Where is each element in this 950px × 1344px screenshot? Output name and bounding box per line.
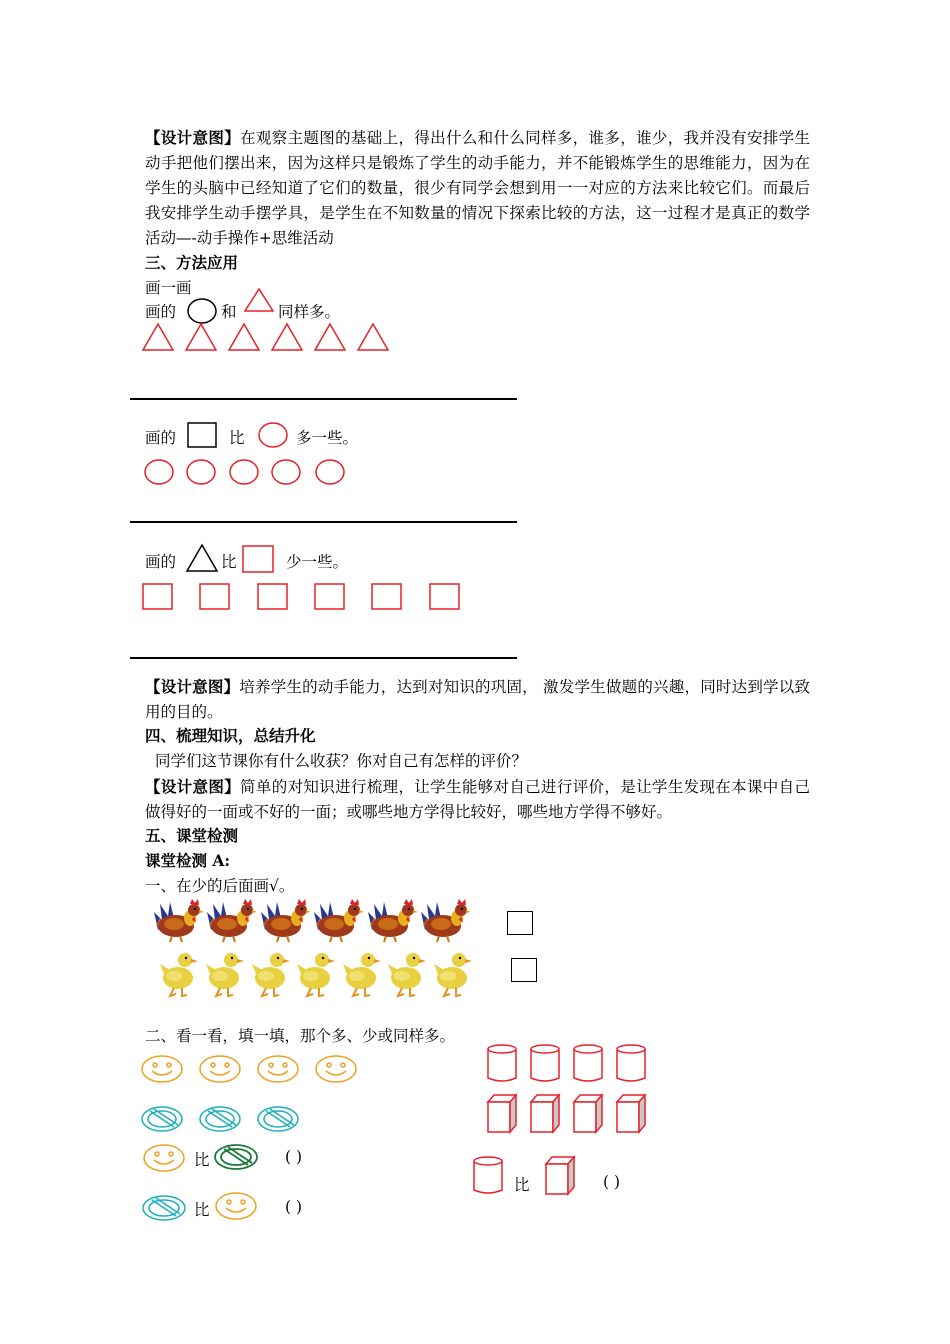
no-sign-icon — [212, 1142, 262, 1172]
design-intent-2 — [145, 674, 810, 725]
square-icon — [200, 584, 229, 609]
square-icon — [241, 544, 275, 574]
cylinder-row — [484, 1042, 654, 1084]
square-icon — [372, 584, 401, 609]
design-intent-tag: 【设计意图】 — [145, 128, 241, 147]
design-intent-3 — [145, 774, 810, 825]
triangle-icon — [186, 324, 216, 350]
triangle-icon — [272, 324, 302, 350]
smiley-icon — [140, 1142, 190, 1174]
task1-suffix: 同样多。 — [278, 303, 341, 321]
task1-mid: 和 — [221, 303, 237, 321]
compare-word: 比 — [194, 1201, 210, 1219]
design-intent-text: 简单的对知识进行梳理，让学生能够对自己进行评价，是让学生发现在本课中自己做得好的一面或不好的一面；或哪些地方学得比较好，哪些地方学得不够好。 — [145, 778, 810, 821]
draw-heading: 画一画 — [145, 279, 192, 297]
section-4-title: 四、梳理知识，总结升化 — [145, 726, 316, 745]
answer-blank[interactable]: ( ) — [285, 1198, 303, 1216]
cuboid-icon — [542, 1154, 578, 1196]
task2-suffix: 多一些。 — [296, 429, 359, 447]
design-intent-1 — [145, 125, 810, 251]
design-intent-text: 在观察主题图的基础上，得出什么和什么同样多，谁多，谁少，我并没有安排学生动手把他们摆出来，因为这样只是锻炼了学生的动手能力，并不能锻炼学生的思维能力，因为在学生的头脑中已经知道了它们的数量，很少有同学会想到用一一对应的方法来比较它们。而最后我安排学生动手摆学具，是学生在不知数量的情况下探索比较的方法，这一过程才是真正的数学活动—-动手操作+思维活动 — [145, 129, 810, 247]
triangle-icon — [229, 324, 259, 350]
triangle-icon — [358, 324, 388, 350]
compare-word: 比 — [514, 1176, 530, 1194]
question-1-text: 一、在少的后面画√。 — [145, 877, 295, 895]
cuboid-row — [484, 1092, 654, 1134]
design-intent-tag: 【设计意图】 — [145, 777, 241, 796]
circle-icon — [272, 460, 300, 484]
square-icon — [258, 584, 287, 609]
section-5-title: 五、课堂检测 — [145, 826, 239, 845]
answer-line — [130, 657, 517, 659]
design-intent-tag: 【设计意图】 — [145, 677, 240, 696]
smiley-row — [140, 1052, 365, 1086]
design-intent-text: 培养学生的动手能力，达到对知识的巩固， 激发学生做题的兴趣，同时达到学以致用的目的。 — [145, 678, 810, 721]
circle-icon — [187, 460, 215, 484]
task3-suffix: 少一些。 — [286, 553, 349, 571]
smiley-icon — [212, 1190, 262, 1222]
answer-line — [130, 521, 517, 523]
circle-icon — [230, 460, 258, 484]
triangle-icon — [143, 324, 173, 350]
answer-checkbox-ducks[interactable] — [511, 958, 537, 982]
triangle-icon — [185, 543, 219, 573]
task2-mid: 比 — [229, 429, 245, 447]
square-icon — [315, 584, 344, 609]
square-row — [140, 581, 465, 613]
section-4-question: 同学们这节课你有什么收获？你对自己有怎样的评价？ — [155, 752, 528, 770]
task3-prefix: 画的 — [145, 553, 177, 571]
triangle-row — [140, 322, 395, 354]
circle-icon — [186, 297, 218, 325]
square-icon — [143, 584, 172, 609]
circle-icon — [316, 460, 344, 484]
answer-blank[interactable]: ( ) — [603, 1173, 621, 1191]
circle-row — [140, 456, 355, 488]
answer-blank[interactable]: ( ) — [285, 1148, 303, 1166]
roosters-ducks-illustration — [150, 896, 475, 1002]
section-5-sub: 课堂检测 A: — [145, 851, 231, 870]
circle-icon — [257, 421, 291, 449]
task1-prefix: 画的 — [145, 303, 177, 321]
compare-word: 比 — [194, 1151, 210, 1169]
answer-checkbox-roosters[interactable] — [507, 911, 533, 935]
no-sign-row — [140, 1104, 310, 1136]
triangle-icon — [315, 324, 345, 350]
answer-line — [130, 398, 517, 400]
no-sign-icon — [140, 1192, 190, 1224]
task3-mid: 比 — [221, 553, 237, 571]
square-icon — [430, 584, 459, 609]
task2-prefix: 画的 — [145, 429, 177, 447]
square-icon — [186, 421, 218, 449]
question-2-text: 二、看一看，填一填，那个多、少或同样多。 — [145, 1027, 456, 1045]
triangle-icon — [243, 287, 275, 313]
circle-icon — [145, 460, 173, 484]
section-3-title: 三、方法应用 — [145, 253, 239, 272]
cylinder-icon — [470, 1154, 506, 1196]
